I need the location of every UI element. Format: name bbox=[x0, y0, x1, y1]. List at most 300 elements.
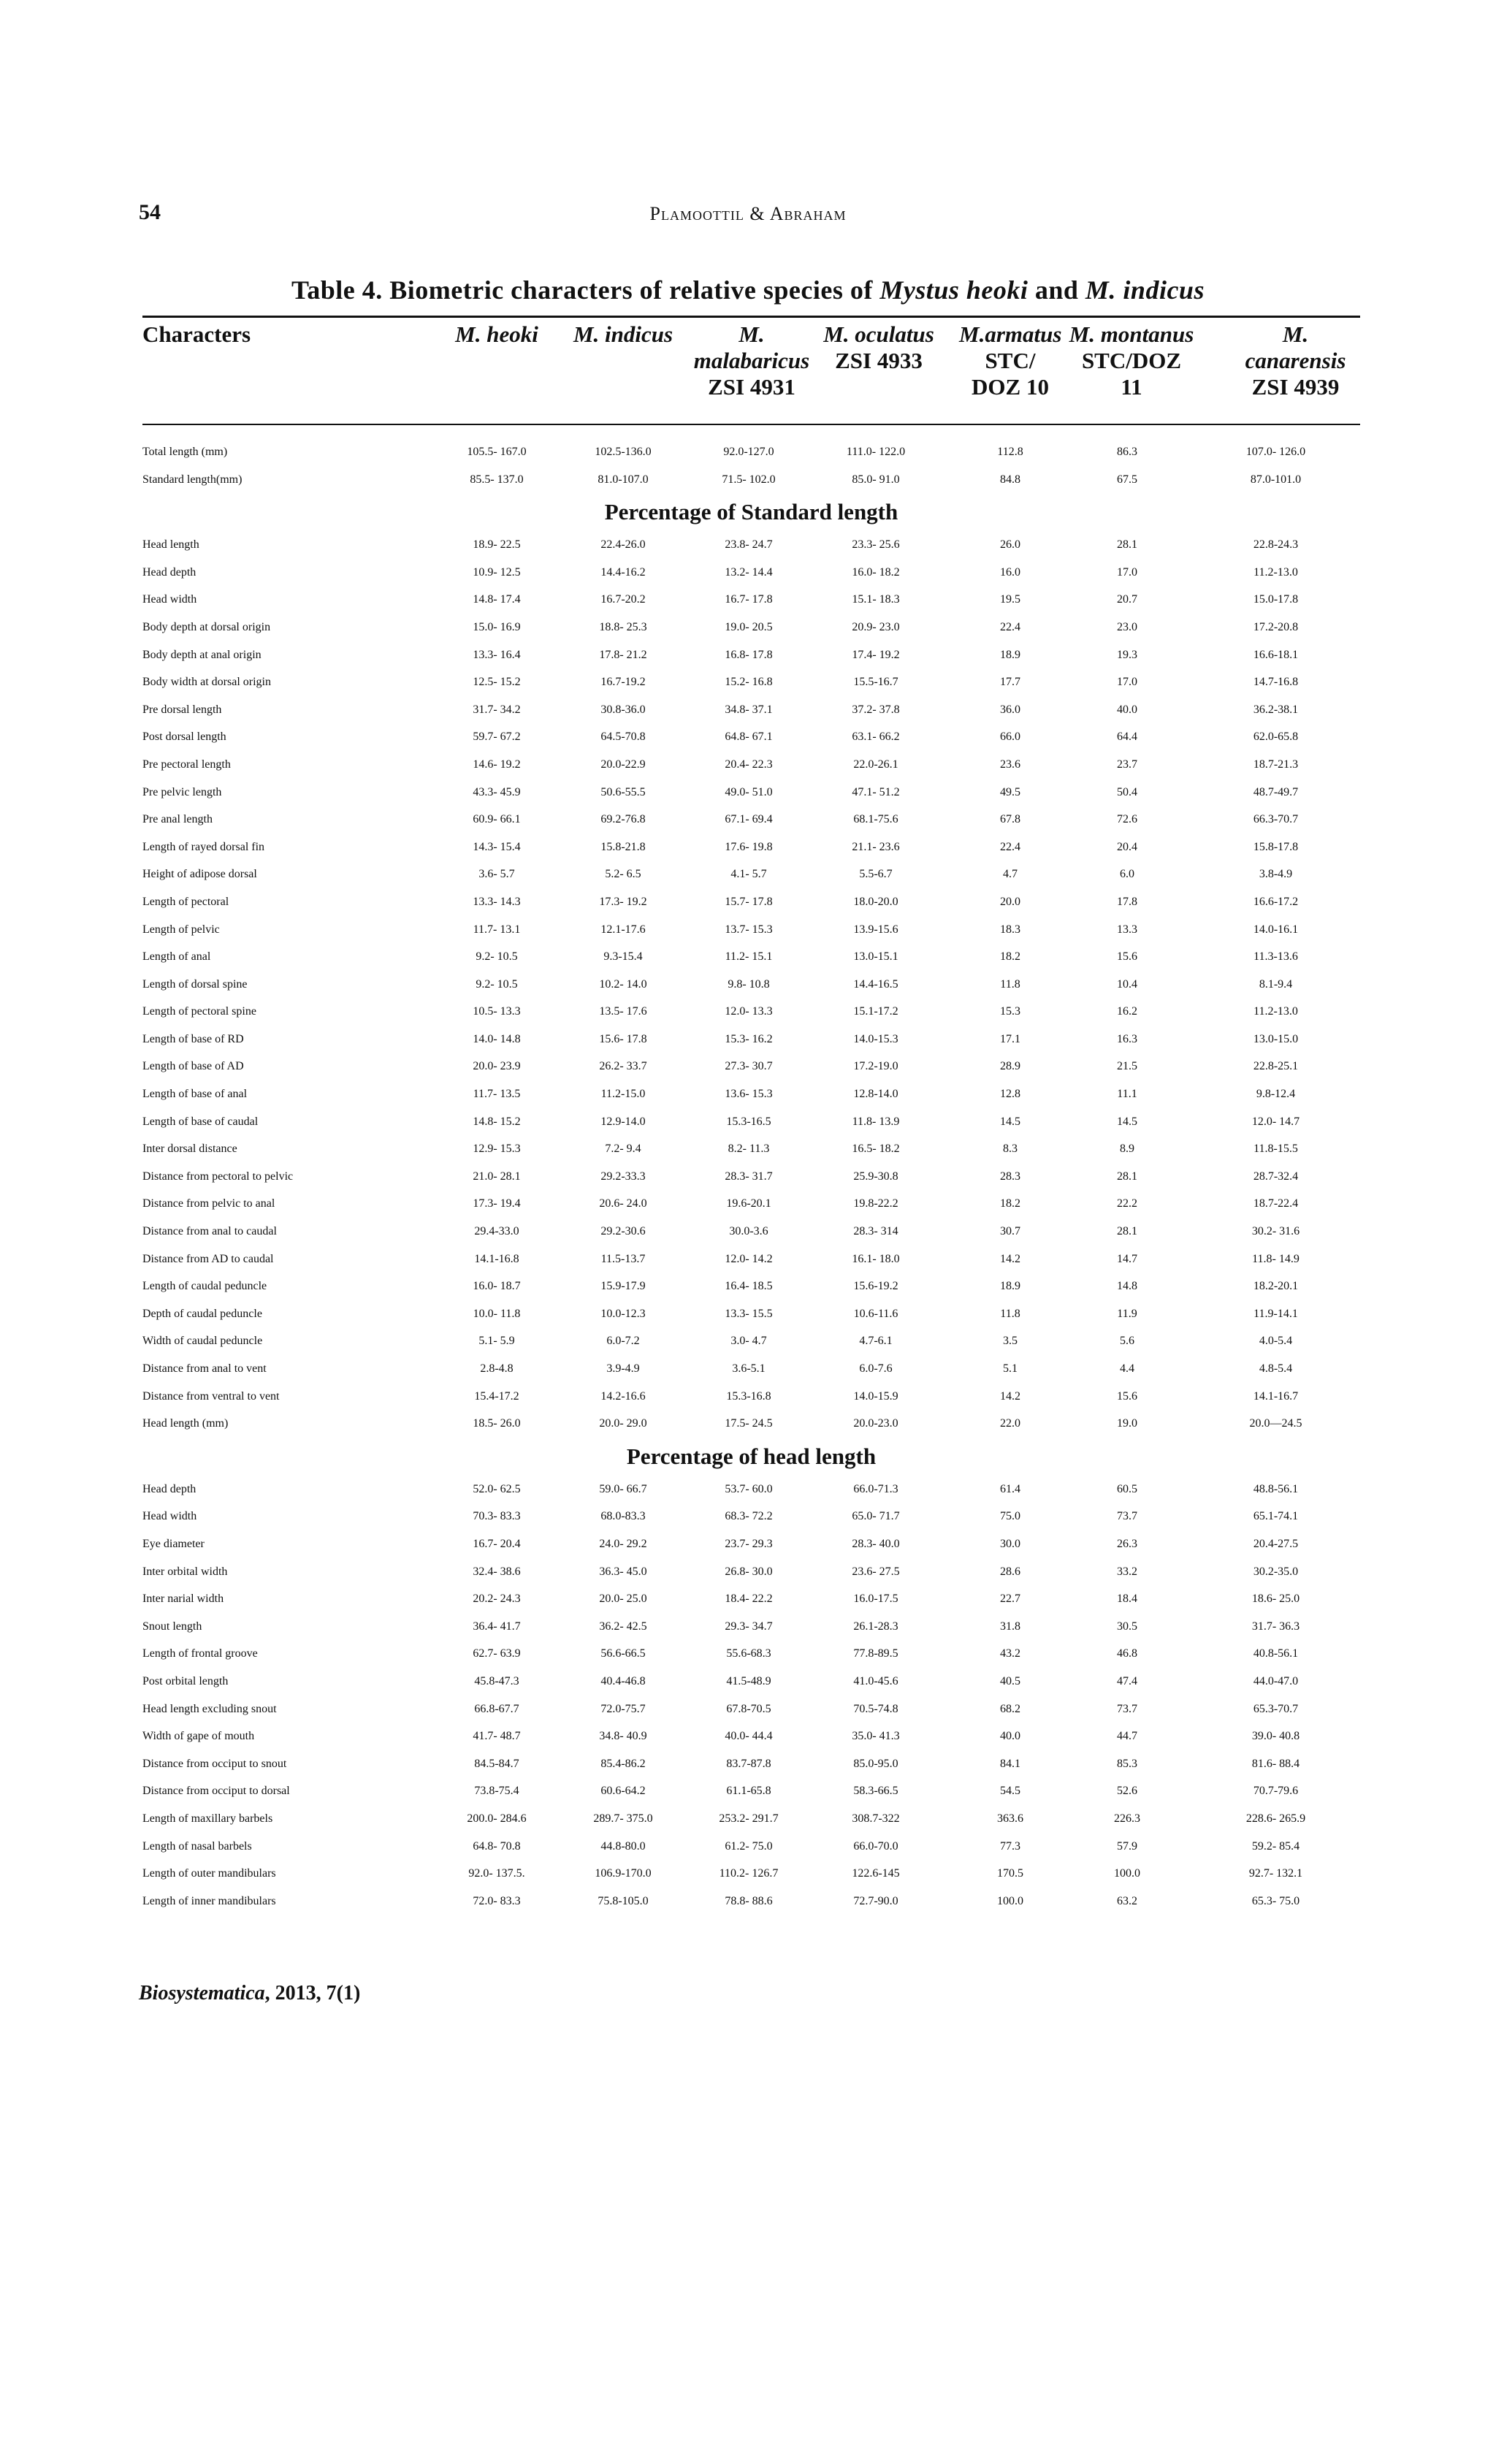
row-value-cell: 73.7 bbox=[1117, 1510, 1137, 1523]
table-top-rule bbox=[142, 316, 1360, 318]
row-character-label: Head length bbox=[142, 538, 199, 552]
row-value-cell: 71.5- 102.0 bbox=[722, 473, 776, 486]
header-m-heoki: M. heoki bbox=[455, 321, 538, 347]
row-character-label: Length of base of anal bbox=[142, 1088, 248, 1101]
row-character-label: Head width bbox=[142, 593, 197, 606]
row-value-cell: 21.5 bbox=[1117, 1060, 1137, 1073]
row-value-cell: 35.0- 41.3 bbox=[852, 1730, 900, 1743]
row-value-cell: 16.6-17.2 bbox=[1253, 895, 1299, 908]
row-character-label: Body depth at anal origin bbox=[142, 648, 262, 661]
row-value-cell: 170.5 bbox=[997, 1867, 1023, 1880]
row-value-cell: 15.4-17.2 bbox=[474, 1389, 519, 1403]
row-value-cell: 11.2-15.0 bbox=[600, 1088, 646, 1101]
row-value-cell: 73.8-75.4 bbox=[474, 1785, 519, 1798]
row-value-cell: 47.4 bbox=[1117, 1674, 1137, 1687]
row-value-cell: 12.8 bbox=[1000, 1088, 1020, 1101]
row-value-cell: 110.2- 126.7 bbox=[719, 1867, 779, 1880]
row-value-cell: 27.3- 30.7 bbox=[725, 1060, 773, 1073]
row-value-cell: 14.4-16.2 bbox=[600, 565, 646, 579]
row-character-label: Length of outer mandibulars bbox=[142, 1867, 276, 1880]
row-value-cell: 3.9-4.9 bbox=[606, 1362, 640, 1375]
row-value-cell: 65.1-74.1 bbox=[1253, 1510, 1299, 1523]
row-value-cell: 49.0- 51.0 bbox=[725, 785, 773, 798]
row-value-cell: 25.9-30.8 bbox=[853, 1170, 898, 1183]
table-row bbox=[142, 998, 1360, 1026]
row-value-cell: 14.3- 15.4 bbox=[473, 840, 521, 853]
row-value-cell: 28.1 bbox=[1117, 1170, 1137, 1183]
row-value-cell: 16.7- 20.4 bbox=[473, 1537, 521, 1550]
row-value-cell: 32.4- 38.6 bbox=[473, 1565, 521, 1578]
table-row bbox=[142, 834, 1360, 861]
row-value-cell: 16.4- 18.5 bbox=[725, 1280, 773, 1293]
table-row bbox=[142, 1327, 1360, 1355]
row-value-cell: 16.0-17.5 bbox=[853, 1593, 898, 1606]
row-value-cell: 54.5 bbox=[1000, 1785, 1020, 1798]
row-value-cell: 37.2- 37.8 bbox=[852, 703, 900, 716]
row-value-cell: 20.7 bbox=[1117, 593, 1137, 606]
row-value-cell: 18.4- 22.2 bbox=[725, 1593, 773, 1606]
row-value-cell: 65.0- 71.7 bbox=[852, 1510, 900, 1523]
row-value-cell: 112.8 bbox=[997, 446, 1023, 458]
row-character-label: Head depth bbox=[142, 1482, 196, 1495]
row-value-cell: 19.0 bbox=[1117, 1417, 1137, 1430]
row-value-cell: 17.4- 19.2 bbox=[852, 648, 900, 661]
row-value-cell: 9.8- 10.8 bbox=[728, 977, 770, 991]
row-value-cell: 60.9- 66.1 bbox=[473, 813, 521, 826]
row-value-cell: 26.2- 33.7 bbox=[599, 1060, 647, 1073]
row-character-label: Distance from anal to vent bbox=[142, 1362, 267, 1375]
row-value-cell: 92.0-127.0 bbox=[723, 446, 774, 458]
row-value-cell: 14.0-16.1 bbox=[1253, 923, 1299, 936]
row-value-cell: 66.0-71.3 bbox=[853, 1482, 898, 1495]
row-value-cell: 15.6 bbox=[1117, 1389, 1137, 1403]
row-value-cell: 31.8 bbox=[1000, 1620, 1020, 1633]
row-value-cell: 86.3 bbox=[1117, 446, 1137, 458]
table-row bbox=[142, 861, 1360, 888]
row-value-cell: 21.1- 23.6 bbox=[852, 840, 900, 853]
row-value-cell: 20.0- 23.9 bbox=[473, 1060, 521, 1073]
row-value-cell: 28.3- 31.7 bbox=[725, 1170, 773, 1183]
row-value-cell: 16.3 bbox=[1117, 1032, 1137, 1045]
row-value-cell: 14.2-16.6 bbox=[600, 1389, 646, 1403]
row-value-cell: 17.8 bbox=[1117, 895, 1137, 908]
row-value-cell: 13.3 bbox=[1117, 923, 1137, 936]
row-value-cell: 8.3 bbox=[1003, 1143, 1018, 1156]
row-value-cell: 4.1- 5.7 bbox=[730, 868, 767, 881]
row-value-cell: 14.7-16.8 bbox=[1253, 676, 1299, 689]
row-value-cell: 62.0-65.8 bbox=[1253, 731, 1299, 744]
row-value-cell: 11.9 bbox=[1117, 1307, 1137, 1320]
row-value-cell: 20.0-22.9 bbox=[600, 758, 646, 771]
row-value-cell: 11.8 bbox=[1000, 1307, 1020, 1320]
row-value-cell: 16.0- 18.2 bbox=[852, 565, 900, 579]
row-value-cell: 3.8-4.9 bbox=[1259, 868, 1293, 881]
table-row bbox=[142, 668, 1360, 696]
row-value-cell: 28.6 bbox=[1000, 1565, 1020, 1578]
row-value-cell: 18.2 bbox=[1000, 950, 1020, 964]
row-value-cell: 85.4-86.2 bbox=[600, 1757, 646, 1770]
header-m-armatus: M.armatus STC/ DOZ 10 bbox=[959, 321, 1062, 400]
row-value-cell: 14.5 bbox=[1117, 1115, 1137, 1128]
row-character-label: Pre pectoral length bbox=[142, 758, 231, 771]
table-row bbox=[142, 1080, 1360, 1108]
row-value-cell: 14.6- 19.2 bbox=[473, 758, 521, 771]
row-character-label: Length of base of caudal bbox=[142, 1115, 259, 1128]
footer-citation bbox=[139, 1982, 360, 2005]
row-value-cell: 17.0 bbox=[1117, 676, 1137, 689]
row-value-cell: 20.4- 22.3 bbox=[725, 758, 773, 771]
row-value-cell: 14.1-16.7 bbox=[1253, 1389, 1299, 1403]
row-character-label: Distance from AD to caudal bbox=[142, 1252, 274, 1265]
row-value-cell: 70.7-79.6 bbox=[1253, 1785, 1299, 1798]
row-value-cell: 13.2- 14.4 bbox=[725, 565, 773, 579]
footer-volume: , 2013, 7(1) bbox=[264, 1982, 361, 2005]
row-value-cell: 13.9-15.6 bbox=[853, 923, 898, 936]
row-value-cell: 55.6-68.3 bbox=[726, 1647, 771, 1660]
row-value-cell: 4.4 bbox=[1120, 1362, 1134, 1375]
table-row bbox=[142, 779, 1360, 806]
row-character-label: Length of pectoral spine bbox=[142, 1005, 256, 1018]
row-value-cell: 43.2 bbox=[1000, 1647, 1020, 1660]
header-m-canarensis: M. canarensis ZSI 4939 bbox=[1245, 321, 1346, 400]
row-value-cell: 13.3- 15.5 bbox=[725, 1307, 773, 1320]
row-value-cell: 72.0-75.7 bbox=[600, 1702, 646, 1715]
page-number: 54 bbox=[139, 200, 161, 224]
row-value-cell: 12.5- 15.2 bbox=[473, 676, 521, 689]
table-row bbox=[142, 1860, 1360, 1888]
row-value-cell: 59.0- 66.7 bbox=[599, 1482, 647, 1495]
row-value-cell: 77.3 bbox=[1000, 1839, 1020, 1853]
row-value-cell: 64.5-70.8 bbox=[600, 731, 646, 744]
row-value-cell: 72.0- 83.3 bbox=[473, 1894, 521, 1907]
row-value-cell: 22.8-25.1 bbox=[1253, 1060, 1299, 1073]
row-value-cell: 29.4-33.0 bbox=[474, 1225, 519, 1238]
row-value-cell: 30.0 bbox=[1000, 1537, 1020, 1550]
row-value-cell: 14.8- 15.2 bbox=[473, 1115, 521, 1128]
row-value-cell: 63.1- 66.2 bbox=[852, 731, 900, 744]
table-row bbox=[142, 723, 1360, 751]
row-value-cell: 39.0- 40.8 bbox=[1251, 1730, 1300, 1743]
row-value-cell: 6.0-7.6 bbox=[859, 1362, 893, 1375]
row-value-cell: 81.6- 88.4 bbox=[1251, 1757, 1300, 1770]
table-caption bbox=[0, 275, 1496, 305]
row-character-label: Inter dorsal distance bbox=[142, 1143, 237, 1156]
row-value-cell: 4.7-6.1 bbox=[859, 1335, 893, 1348]
row-value-cell: 15.0-17.8 bbox=[1253, 593, 1299, 606]
row-character-label: Length of rayed dorsal fin bbox=[142, 840, 265, 853]
row-value-cell: 11.3-13.6 bbox=[1253, 950, 1298, 964]
table-row bbox=[142, 1383, 1360, 1411]
row-value-cell: 66.3-70.7 bbox=[1253, 813, 1299, 826]
row-value-cell: 63.2 bbox=[1117, 1894, 1137, 1907]
row-value-cell: 15.2- 16.8 bbox=[725, 676, 773, 689]
row-value-cell: 16.7-19.2 bbox=[600, 676, 646, 689]
table-row bbox=[142, 1163, 1360, 1191]
table-row bbox=[142, 1668, 1360, 1696]
row-value-cell: 21.0- 28.1 bbox=[473, 1170, 521, 1183]
table-row bbox=[142, 1190, 1360, 1218]
row-character-label: Pre anal length bbox=[142, 813, 213, 826]
row-value-cell: 14.5 bbox=[1000, 1115, 1020, 1128]
row-character-label: Length of frontal groove bbox=[142, 1647, 258, 1660]
row-value-cell: 14.8- 17.4 bbox=[473, 593, 521, 606]
header-m-malabaricus: M. malabaricus ZSI 4931 bbox=[693, 321, 810, 400]
row-value-cell: 20.2- 24.3 bbox=[473, 1593, 521, 1606]
footer-journal: Biosystematica bbox=[139, 1982, 265, 2005]
row-value-cell: 65.3-70.7 bbox=[1253, 1702, 1299, 1715]
row-value-cell: 20.0 bbox=[1000, 895, 1020, 908]
row-value-cell: 18.2-20.1 bbox=[1253, 1280, 1299, 1293]
row-value-cell: 36.2- 42.5 bbox=[599, 1620, 647, 1633]
row-value-cell: 22.4-26.0 bbox=[600, 538, 646, 552]
row-value-cell: 10.0-12.3 bbox=[600, 1307, 646, 1320]
row-value-cell: 73.7 bbox=[1117, 1702, 1137, 1715]
row-value-cell: 11.8-15.5 bbox=[1253, 1143, 1298, 1156]
row-value-cell: 16.8- 17.8 bbox=[725, 648, 773, 661]
row-value-cell: 8.9 bbox=[1120, 1143, 1134, 1156]
table-row bbox=[142, 1218, 1360, 1246]
row-value-cell: 14.1-16.8 bbox=[474, 1252, 519, 1265]
row-value-cell: 61.2- 75.0 bbox=[725, 1839, 773, 1853]
row-value-cell: 23.0 bbox=[1117, 620, 1137, 633]
row-character-label: Length of pelvic bbox=[142, 923, 220, 936]
row-character-label: Length of pectoral bbox=[142, 895, 229, 908]
row-value-cell: 44.8-80.0 bbox=[600, 1839, 646, 1853]
row-character-label: Eye diameter bbox=[142, 1537, 205, 1550]
row-value-cell: 61.1-65.8 bbox=[726, 1785, 771, 1798]
row-value-cell: 18.3 bbox=[1000, 923, 1020, 936]
row-value-cell: 17.2-20.8 bbox=[1253, 620, 1299, 633]
row-value-cell: 67.8 bbox=[1000, 813, 1020, 826]
row-value-cell: 36.3- 45.0 bbox=[599, 1565, 647, 1578]
row-value-cell: 16.7- 17.8 bbox=[725, 593, 773, 606]
row-value-cell: 16.1- 18.0 bbox=[852, 1252, 900, 1265]
row-value-cell: 13.0-15.0 bbox=[1253, 1032, 1299, 1045]
row-value-cell: 14.4-16.5 bbox=[853, 977, 898, 991]
table-row bbox=[142, 1410, 1360, 1438]
row-value-cell: 12.8-14.0 bbox=[853, 1088, 898, 1101]
row-value-cell: 18.9 bbox=[1000, 1280, 1020, 1293]
row-value-cell: 81.0-107.0 bbox=[598, 473, 649, 486]
header-m-indicus: M. indicus bbox=[573, 321, 673, 347]
row-value-cell: 14.2 bbox=[1000, 1252, 1020, 1265]
row-value-cell: 2.8-4.8 bbox=[480, 1362, 514, 1375]
row-value-cell: 22.2 bbox=[1117, 1197, 1137, 1210]
table-row bbox=[142, 1723, 1360, 1750]
row-value-cell: 3.6- 5.7 bbox=[478, 868, 515, 881]
row-value-cell: 15.3 bbox=[1000, 1005, 1020, 1018]
row-value-cell: 102.5-136.0 bbox=[595, 446, 652, 458]
row-value-cell: 15.3-16.5 bbox=[726, 1115, 771, 1128]
table-row bbox=[142, 1585, 1360, 1613]
row-value-cell: 18.7-22.4 bbox=[1253, 1197, 1299, 1210]
row-value-cell: 16.7-20.2 bbox=[600, 593, 646, 606]
table-row bbox=[142, 1613, 1360, 1641]
table-row bbox=[142, 1530, 1360, 1558]
row-value-cell: 24.0- 29.2 bbox=[599, 1537, 647, 1550]
row-value-cell: 67.8-70.5 bbox=[726, 1702, 771, 1715]
row-value-cell: 6.0-7.2 bbox=[606, 1335, 640, 1348]
row-value-cell: 10.9- 12.5 bbox=[473, 565, 521, 579]
row-value-cell: 36.4- 41.7 bbox=[473, 1620, 521, 1633]
row-value-cell: 10.6-11.6 bbox=[853, 1307, 898, 1320]
row-value-cell: 68.2 bbox=[1000, 1702, 1020, 1715]
row-character-label: Head depth bbox=[142, 565, 196, 579]
table-header bbox=[142, 321, 1360, 416]
row-value-cell: 11.2-13.0 bbox=[1253, 565, 1298, 579]
row-value-cell: 85.3 bbox=[1117, 1757, 1137, 1770]
row-value-cell: 12.9- 15.3 bbox=[473, 1143, 521, 1156]
row-value-cell: 31.7- 34.2 bbox=[473, 703, 521, 716]
row-value-cell: 50.6-55.5 bbox=[600, 785, 646, 798]
row-character-label: Length of maxillary barbels bbox=[142, 1812, 273, 1825]
row-value-cell: 14.7 bbox=[1117, 1252, 1137, 1265]
row-value-cell: 363.6 bbox=[997, 1812, 1023, 1825]
row-value-cell: 11.2- 15.1 bbox=[725, 950, 773, 964]
table-row bbox=[142, 559, 1360, 587]
row-value-cell: 15.1-17.2 bbox=[853, 1005, 898, 1018]
row-value-cell: 18.2 bbox=[1000, 1197, 1020, 1210]
row-character-label: Distance from pelvic to anal bbox=[142, 1197, 275, 1210]
row-value-cell: 8.2- 11.3 bbox=[728, 1143, 770, 1156]
row-value-cell: 23.8- 24.7 bbox=[725, 538, 773, 552]
row-value-cell: 106.9-170.0 bbox=[595, 1867, 652, 1880]
row-value-cell: 23.7- 29.3 bbox=[725, 1537, 773, 1550]
row-value-cell: 18.9- 22.5 bbox=[473, 538, 521, 552]
row-value-cell: 68.1-75.6 bbox=[853, 813, 898, 826]
row-character-label: Snout length bbox=[142, 1620, 202, 1633]
table-row bbox=[142, 696, 1360, 724]
row-value-cell: 60.5 bbox=[1117, 1482, 1137, 1495]
table-row bbox=[142, 1026, 1360, 1053]
running-head: Plamoottil & Abraham bbox=[649, 203, 847, 224]
table-row bbox=[142, 1640, 1360, 1668]
row-value-cell: 41.7- 48.7 bbox=[473, 1730, 521, 1743]
row-character-label: Post dorsal length bbox=[142, 731, 226, 744]
row-value-cell: 36.0 bbox=[1000, 703, 1020, 716]
table-row bbox=[142, 1273, 1360, 1300]
row-value-cell: 28.1 bbox=[1117, 538, 1137, 552]
row-value-cell: 78.8- 88.6 bbox=[725, 1894, 773, 1907]
table-row bbox=[142, 888, 1360, 916]
row-value-cell: 11.7- 13.5 bbox=[473, 1088, 521, 1101]
row-value-cell: 15.7- 17.8 bbox=[725, 895, 773, 908]
row-value-cell: 67.5 bbox=[1117, 473, 1137, 486]
row-value-cell: 19.6-20.1 bbox=[726, 1197, 771, 1210]
row-value-cell: 60.6-64.2 bbox=[600, 1785, 646, 1798]
row-value-cell: 85.0- 91.0 bbox=[852, 473, 900, 486]
row-character-label: Inter orbital width bbox=[142, 1565, 228, 1578]
row-value-cell: 14.2 bbox=[1000, 1389, 1020, 1403]
row-value-cell: 17.3- 19.4 bbox=[473, 1197, 521, 1210]
row-character-label: Pre dorsal length bbox=[142, 703, 222, 716]
row-character-label: Length of anal bbox=[142, 950, 211, 964]
row-value-cell: 44.0-47.0 bbox=[1253, 1674, 1299, 1687]
table-row bbox=[142, 1503, 1360, 1530]
row-character-label: Standard length(mm) bbox=[142, 473, 243, 486]
row-character-label: Head width bbox=[142, 1510, 197, 1523]
row-value-cell: 22.4 bbox=[1000, 620, 1020, 633]
table-row bbox=[142, 1888, 1360, 1915]
row-value-cell: 226.3 bbox=[1114, 1812, 1140, 1825]
row-value-cell: 17.1 bbox=[1000, 1032, 1020, 1045]
row-value-cell: 66.0-70.0 bbox=[853, 1839, 898, 1853]
row-value-cell: 5.1- 5.9 bbox=[478, 1335, 515, 1348]
row-value-cell: 15.3-16.8 bbox=[726, 1389, 771, 1403]
row-character-label: Distance from ventral to vent bbox=[142, 1389, 280, 1403]
row-value-cell: 3.5 bbox=[1003, 1335, 1018, 1348]
row-value-cell: 15.6- 17.8 bbox=[599, 1032, 647, 1045]
table-body bbox=[142, 438, 1360, 1915]
row-value-cell: 4.8-5.4 bbox=[1259, 1362, 1293, 1375]
row-value-cell: 12.1-17.6 bbox=[600, 923, 646, 936]
row-value-cell: 48.8-56.1 bbox=[1253, 1482, 1299, 1495]
row-value-cell: 17.6- 19.8 bbox=[725, 840, 773, 853]
row-character-label: Depth of caudal peduncle bbox=[142, 1307, 262, 1320]
caption-species-1: Mystus heoki bbox=[879, 275, 1028, 305]
row-character-label: Inter narial width bbox=[142, 1593, 224, 1606]
row-value-cell: 16.6-18.1 bbox=[1253, 648, 1299, 661]
row-value-cell: 36.2-38.1 bbox=[1253, 703, 1299, 716]
row-value-cell: 69.2-76.8 bbox=[600, 813, 646, 826]
row-value-cell: 85.0-95.0 bbox=[853, 1757, 898, 1770]
row-value-cell: 18.6- 25.0 bbox=[1251, 1593, 1300, 1606]
table-row bbox=[142, 1696, 1360, 1723]
row-value-cell: 15.1- 18.3 bbox=[852, 593, 900, 606]
table-row bbox=[142, 1558, 1360, 1586]
row-value-cell: 40.0- 44.4 bbox=[725, 1730, 773, 1743]
row-value-cell: 5.6 bbox=[1120, 1335, 1134, 1348]
caption-prefix: Table 4. Biometric characters of relative species of bbox=[291, 275, 880, 305]
row-value-cell: 34.8- 40.9 bbox=[599, 1730, 647, 1743]
row-value-cell: 30.8-36.0 bbox=[600, 703, 646, 716]
row-value-cell: 84.1 bbox=[1000, 1757, 1020, 1770]
row-value-cell: 4.0-5.4 bbox=[1259, 1335, 1293, 1348]
table-row bbox=[142, 531, 1360, 559]
row-value-cell: 4.7 bbox=[1003, 868, 1018, 881]
row-value-cell: 107.0- 126.0 bbox=[1245, 446, 1306, 458]
row-value-cell: 5.5-6.7 bbox=[859, 868, 893, 881]
row-value-cell: 68.0-83.3 bbox=[600, 1510, 646, 1523]
row-value-cell: 66.8-67.7 bbox=[474, 1702, 519, 1715]
row-value-cell: 22.0 bbox=[1000, 1417, 1020, 1430]
row-value-cell: 3.0- 4.7 bbox=[730, 1335, 767, 1348]
row-value-cell: 30.2- 31.6 bbox=[1251, 1225, 1300, 1238]
row-character-label: Width of gape of mouth bbox=[142, 1730, 255, 1743]
row-value-cell: 84.8 bbox=[1000, 473, 1020, 486]
row-value-cell: 64.8- 67.1 bbox=[725, 731, 773, 744]
row-value-cell: 29.2-33.3 bbox=[600, 1170, 646, 1183]
row-value-cell: 14.0-15.9 bbox=[853, 1389, 898, 1403]
row-value-cell: 11.2-13.0 bbox=[1253, 1005, 1298, 1018]
row-value-cell: 18.0-20.0 bbox=[853, 895, 898, 908]
row-value-cell: 41.0-45.6 bbox=[853, 1674, 898, 1687]
row-value-cell: 28.3- 40.0 bbox=[852, 1537, 900, 1550]
row-value-cell: 23.6 bbox=[1000, 758, 1020, 771]
table-row bbox=[142, 1108, 1360, 1136]
row-value-cell: 64.8- 70.8 bbox=[473, 1839, 521, 1853]
row-value-cell: 9.2- 10.5 bbox=[476, 950, 518, 964]
row-value-cell: 12.9-14.0 bbox=[600, 1115, 646, 1128]
row-character-label: Head length excluding snout bbox=[142, 1702, 277, 1715]
row-value-cell: 253.2- 291.7 bbox=[719, 1812, 779, 1825]
table-row bbox=[142, 1476, 1360, 1503]
row-value-cell: 30.2-35.0 bbox=[1253, 1565, 1299, 1578]
row-value-cell: 61.4 bbox=[1000, 1482, 1020, 1495]
row-value-cell: 40.8-56.1 bbox=[1253, 1647, 1299, 1660]
row-value-cell: 28.7-32.4 bbox=[1253, 1170, 1299, 1183]
row-character-label: Head length (mm) bbox=[142, 1417, 229, 1430]
